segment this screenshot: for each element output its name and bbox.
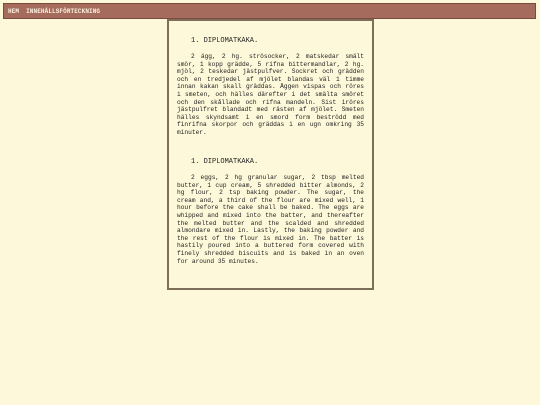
recipe-card xyxy=(167,19,374,290)
recipe-text-english: 2 eggs, 2 hg granular sugar, 2 tbsp melted butter, 1 cup cream, 5 shredded bitter almonds, 2 hg flour, 2 tsp baking powder. The sugar, the cream and, a third of the flour are mixed well, 1 hour before the cake shall be baked. The eggs are whipped and mixed into the batter, and thereafter the melted butter and the scalded and shredded almondare mixed in. Lastly, the baking powder and the rest of the flour is mixed in. The batter is hastily poured into a buttered form covered with finely shredded biscuits and is baked in an oven for around 35 minutes. xyxy=(177,174,364,265)
nav-toc-link[interactable]: INNEHÅLLSFÖRTECKNING xyxy=(26,7,101,15)
top-nav-bar xyxy=(3,3,536,19)
recipe-text-swedish: 2 ägg, 2 hg. strösocker, 2 matskedar smält smör, 1 kopp grädde, 5 rifna bittermandlar, 2 hg. mjöl, 2 teskedar jästpulfver. Sockret och grädden och en tredjedel af mjölet blandas väl 1 timme innan kakan skall gräddas. Äggen vispas och röres i smeten, och hälles därefter i det smälta smöret och den skållade och rifna mandeln. Sist iröres jästpulfret blandadt med rästen af mjölet. Smeten hälles skyndsamt i en smord form beströdd med finrifna skorpor och gräddas i en ugn omkring 35 minuter. xyxy=(177,53,364,136)
nav-home-link[interactable]: HEM xyxy=(8,7,20,15)
recipe-title-english: 1. DIPLOMATKAKA. xyxy=(191,158,259,166)
recipe-title-swedish: 1. DIPLOMATKAKA. xyxy=(191,37,259,45)
